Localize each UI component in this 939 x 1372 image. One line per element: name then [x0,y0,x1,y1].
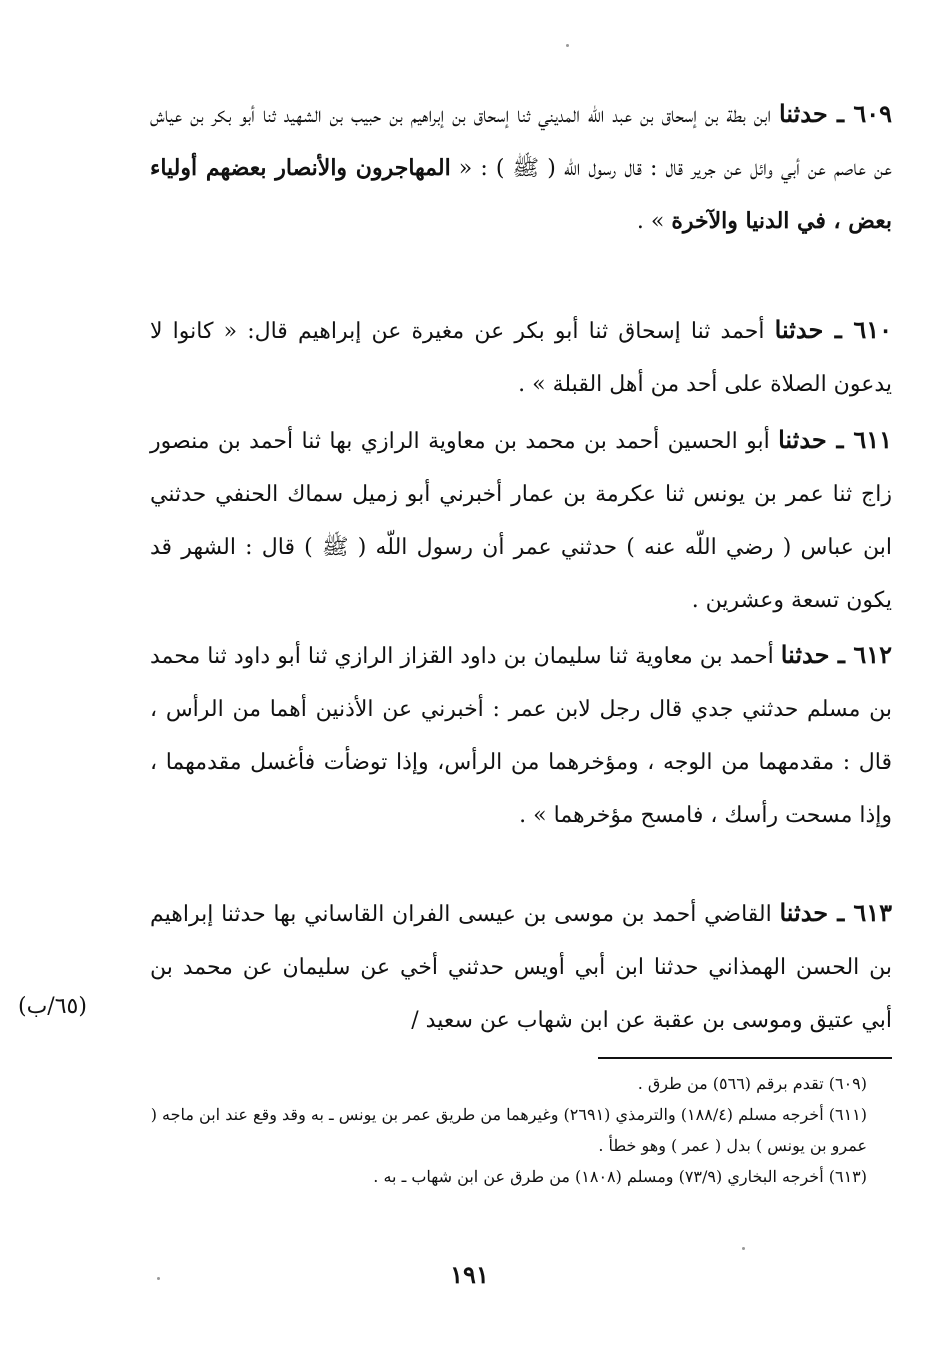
hadith-lead: حدثنا [774,315,824,344]
hadith-number: ٦١٣ [853,898,893,927]
hadith-number: ٦١١ [853,425,892,454]
hadith-612: ٦١٢ ـ حدثنا أحمد بن معاوية ثنا سليمان بن داود القزاز الرازي ثنا أبو داود ثنا محمد بن مسلم حدثني جدي قال رجل لابن عمر : أخبرني عن الأذنين أهما من الرأس ، قال : مقدمهما من الوجه ، ومؤخرهما من الرأس، وإذا توضأت فأغسل مقدمهما ، وإذا مسحت رأسك ، فامسح مؤخرهما » . [150,640,892,828]
hadith-text: أحمد بن معاوية ثنا سليمان بن داود القزاز الرازي ثنا أبو داود ثنا محمد بن مسلم حدثني جدي قال رجل لابن عمر : أخبرني عن الأذنين أهما من الرأس ، قال : مقدمهما من الوجه ، ومؤخرهما من الرأس، وإذا توضأت فأغسل مقدمهما ، وإذا مسحت رأسك ، فامسح مؤخرهما » . [150,644,892,828]
hadith-610: ٦١٠ ـ حدثنا أحمد ثنا إسحاق ثنا أبو بكر عن مغيرة عن إبراهيم قال: « كانوا لا يدعون الصلاة على أحد من أهل القبلة » . [150,315,893,397]
hadith-number: ٦١٠ [853,315,893,344]
hadith-613: ٦١٣ ـ حدثنا القاضي أحمد بن موسى بن عيسى الفران القاساني بها حدثنا إبراهيم بن الحسن الهمذاني حدثنا ابن أبي أويس حدثني أخي عن سليمان عن محمد بن أبي عتيق وموسى بن عقبة عن ابن شهاب عن سعيد / [150,898,893,1033]
hadith-number: ٦٠٩ [853,99,893,128]
hadith-609: ٦٠٩ ـ حدثنا ابن بطة بن إسحاق بن عبد اللّه المديني ثنا إسحاق بن إبراهيم بن حبيب بن الشهيد ثنا أبو بكر بن عياش عن عاصم عن أبي وائل عن جرير قال : قال رسول اللّه ( ﷺ ) : « المهاجرون والأنصار بعضهم أولياء بعض ، في الدنيا والآخرة » . [150,99,893,234]
page-number: ١٩١ [450,1260,489,1289]
footnotes [145,1068,867,1192]
footnote-separator [598,1057,892,1059]
hadith-611: ٦١١ ـ حدثنا أبو الحسين أحمد بن محمد بن معاوية الرازي بها ثنا أحمد بن منصور زاج ثنا عمر بن يونس ثنا عكرمة بن عمار أخبرني أبو زميل سماك الحنفي حدثني ابن عباس ( رضي اللّه عنه ) حدثني عمر أن رسول اللّه ( ﷺ ) قال : الشهر قد يكون تسعة وعشرين . [150,425,892,613]
hadith-text: أبو الحسين أحمد بن محمد بن معاوية الرازي بها ثنا أحمد بن منصور زاج ثنا عمر بن يونس ثنا عكرمة بن عمار أخبرني أبو زميل سماك الحنفي حدثني ابن عباس ( رضي اللّه عنه ) حدثني عمر أن رسول اللّه ( ﷺ ) قال : الشهر قد يكون تسعة وعشرين . [150,429,892,613]
hadith-text: ابن بطة بن إسحاق بن عبد اللّه المديني ثنا إسحاق بن إبراهيم بن حبيب بن الشهيد ثنا أبو بكر بن عياش عن عاصم عن أبي وائل عن جرير قال : قال رسول اللّه ( ﷺ ) : « [150,103,892,181]
hadith-lead: حدثنا [779,99,828,128]
hadith-lead: حدثنا [779,898,829,927]
hadith-text: القاضي أحمد بن موسى بن عيسى الفران القاساني بها حدثنا إبراهيم بن الحسن الهمذاني حدثنا ابن أبي أويس حدثني أخي عن سليمان عن محمد بن أبي عتيق وموسى بن عقبة عن ابن شهاب عن سعيد / [150,902,892,1033]
hadith-lead: حدثنا [778,425,827,454]
hadith-number: ٦١٢ [853,640,892,669]
footnote: (٦١١) أخرجه مسلم (١٨٨/٤) والترمذي (٢٦٩١) وغيرهما من طريق عمر بن يونس ـ به وقد وقع عند ابن ماجه ( عمرو بن يونس ) بدل ( عمر ) وهو خطأ . [150,1105,867,1155]
hadith-text-bold: المهاجرون والأنصار بعضهم أولياء بعض ، في الدنيا والآخرة [150,155,892,234]
footnote: (٦٠٩) تقدم برقم (٥٦٦) من طرق . [637,1074,867,1093]
scan-speck [566,44,569,47]
folio-reference: (٦٥/ب) [18,994,87,1019]
footnote: (٦١٣) أخرجه البخاري (٧٣/٩) ومسلم (١٨٠٨) من طرق عن ابن شهاب ـ به . [373,1167,867,1186]
hadith-text: أحمد ثنا إسحاق ثنا أبو بكر عن مغيرة عن إبراهيم قال: « كانوا لا يدعون الصلاة على أحد من أهل القبلة » . [150,319,892,397]
hadith-text: » . [636,209,672,234]
scan-speck [742,1247,745,1250]
hadith-lead: حدثنا [780,640,830,669]
scan-speck [157,1277,160,1280]
